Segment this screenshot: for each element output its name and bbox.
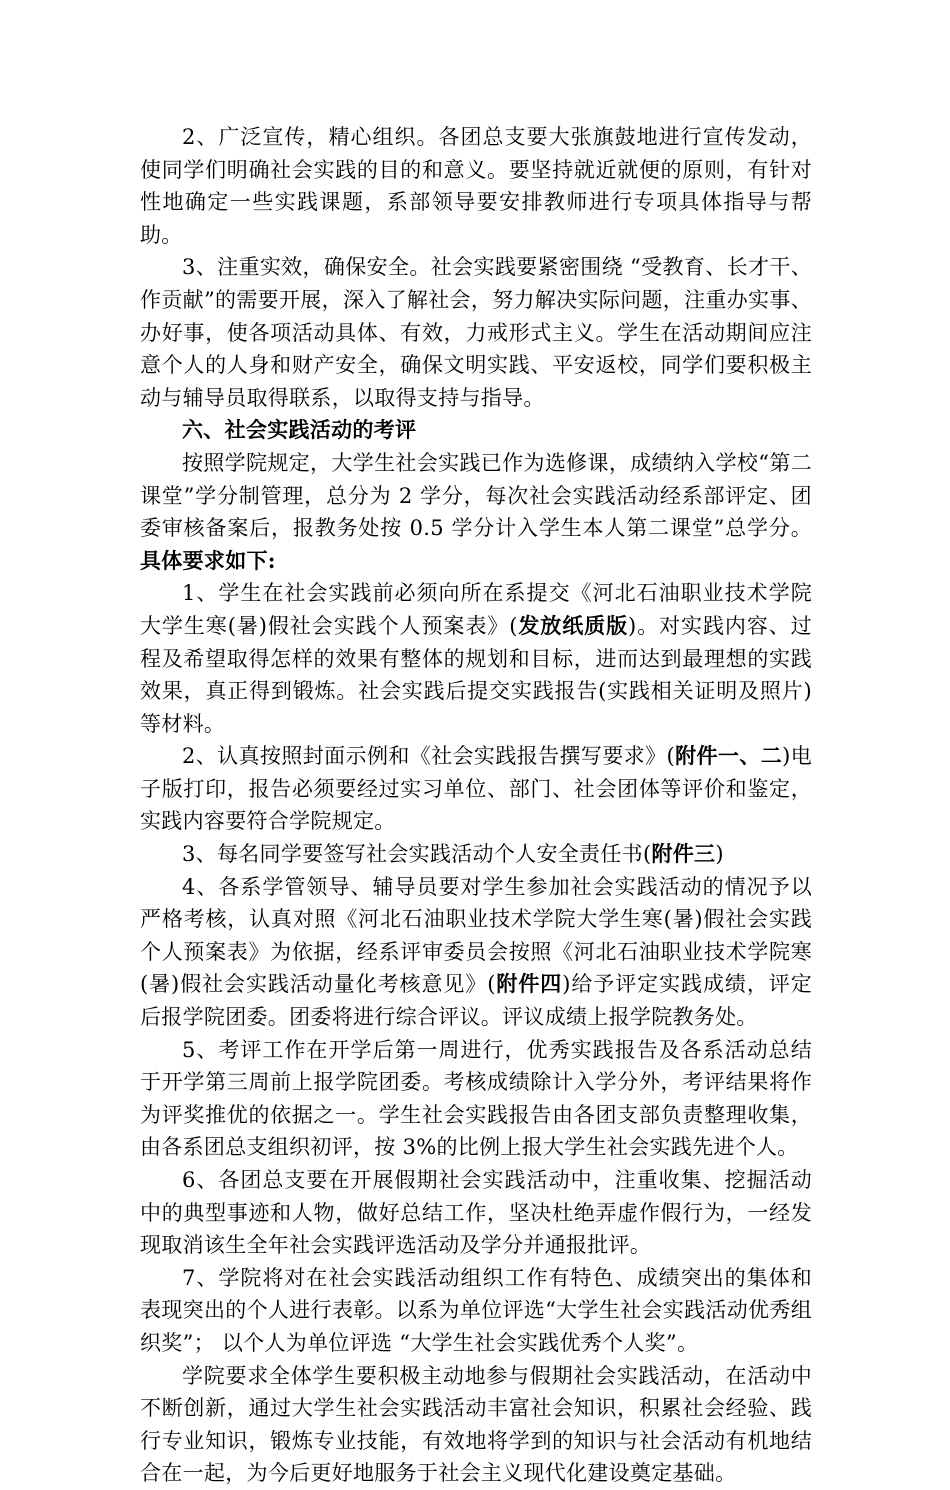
requirement-5: 5、考评工作在开学后第一周进行，优秀实践报告及各系活动总结于开学第三周前上报学院团委。考核成绩除计入学分外，考评结果将作为评奖推优的依据之一。学生社会实践报告由各团支部负责整理收集，由各系团总支组织初评，按 3%的比例上报大学生社会实践先进个人。 (140, 1037, 812, 1160)
requirement-2-pre: 2、认真按照封面示例和《社会实践报告撰写要求》( (182, 744, 676, 769)
document-body (140, 121, 812, 1490)
requirement-7: 7、学院将对在社会实践活动组织工作有特色、成绩突出的集体和表现突出的个人进行表彰。以系为单位评选“大学生社会实践活动优秀组织奖”； 以个人为单位评选 “大学生社会实践优秀个人奖”。 (140, 1265, 812, 1355)
requirement-2 (140, 740, 812, 838)
paragraph-item-2: 2、广泛宣传，精心组织。各团总支要大张旗鼓地进行宣传发动，使同学们明确社会实践的目的和意义。要坚持就近就便的原则，有针对性地确定一些实践课题，系部领导要安排教师进行专项具体指导与帮助。 (140, 125, 812, 247)
intro-bold-text: 具体要求如下: (140, 547, 276, 573)
requirement-6: 6、各团总支要在开展假期社会实践活动中，注重收集、挖掘活动中的典型事迹和人物，做好总结工作，坚决杜绝弄虚作假行为，一经发现取消该生全年社会实践评选活动及学分并通报批评。 (140, 1168, 812, 1258)
paragraph-item-3: 3、注重实效，确保安全。社会实践要紧密围绕 “受教育、长才干、作贡献”的需要开展，深入了解社会，努力解决实际问题，注重办实事、办好事，使各项活动具体、有效，力戒形式主义。学生在活动期间应注意个人的人身和财产安全，确保文明实践、平安返校，同学们要积极主动与辅导员取得联系，以取得支持与指导。 (140, 255, 812, 410)
requirement-4 (140, 871, 812, 1034)
requirement-1-pre: 1、学生在社会实践前必须向所在系提交《河北石油职业技术学院大学生寒(暑)假社会实践个人预案表》( (140, 581, 812, 638)
requirement-4-post: )给予评定实践成绩，评定后报学院团委。团委将进行综合评议。评议成绩上报学院教务处。 (140, 972, 813, 1030)
requirement-3-bold: 附件三 (651, 841, 716, 867)
requirement-3-post: ) (715, 842, 724, 867)
paragraph-assessment-intro (140, 447, 812, 577)
requirement-1-bold: 发放纸质版 (517, 612, 629, 638)
requirement-3 (140, 838, 812, 871)
requirement-2-post: )电子版打印，报告必须要经过实习单位、部门、社会团体等评价和鉴定，实践内容要符合学院规定。 (140, 744, 813, 834)
requirement-2-bold: 附件一、二 (675, 743, 783, 769)
requirement-4-pre: 4、各系学管领导、辅导员要对学生参加社会实践活动的情况予以严格考核，认真对照《河北石油职业技术学院大学生寒(暑)假社会实践个人预案表》为依据，经系评审委员会按照《河北石油职业技术学院寒(暑)假社会实践活动量化考核意见》( (140, 874, 812, 997)
requirement-4-bold: 附件四 (495, 971, 563, 997)
intro-text: 按照学院规定，大学生社会实践已作为选修课，成绩纳入学校“第二课堂”学分制管理，总分为 2 学分，每次社会实践活动经系部评定、团委审核备案后，报教务处按 0.5 学分计入学生本人第二课堂”总学分。 (140, 450, 812, 541)
requirement-1-post: )。对实践内容、过程及希望取得怎样的效果有整体的规划和目标，进而达到最理想的实践效果，真正得到锻炼。社会实践后提交实践报告(实践相关证明及照片)等材料。 (140, 613, 812, 736)
requirement-1 (140, 577, 812, 740)
closing-paragraph: 学院要求全体学生要积极主动地参与假期社会实践活动，在活动中不断创新，通过大学生社会实践活动丰富社会知识，积累社会经验、践行专业知识，锻炼专业技能，有效地将学到的知识与社会活动有机地结合在一起，为今后更好地服务于社会主义现代化建设奠定基础。 (140, 1363, 812, 1486)
requirement-3-pre: 3、每名同学要签写社会实践活动个人安全责任书( (182, 842, 652, 867)
section-heading-6: 六、社会实践活动的考评 (182, 417, 417, 443)
